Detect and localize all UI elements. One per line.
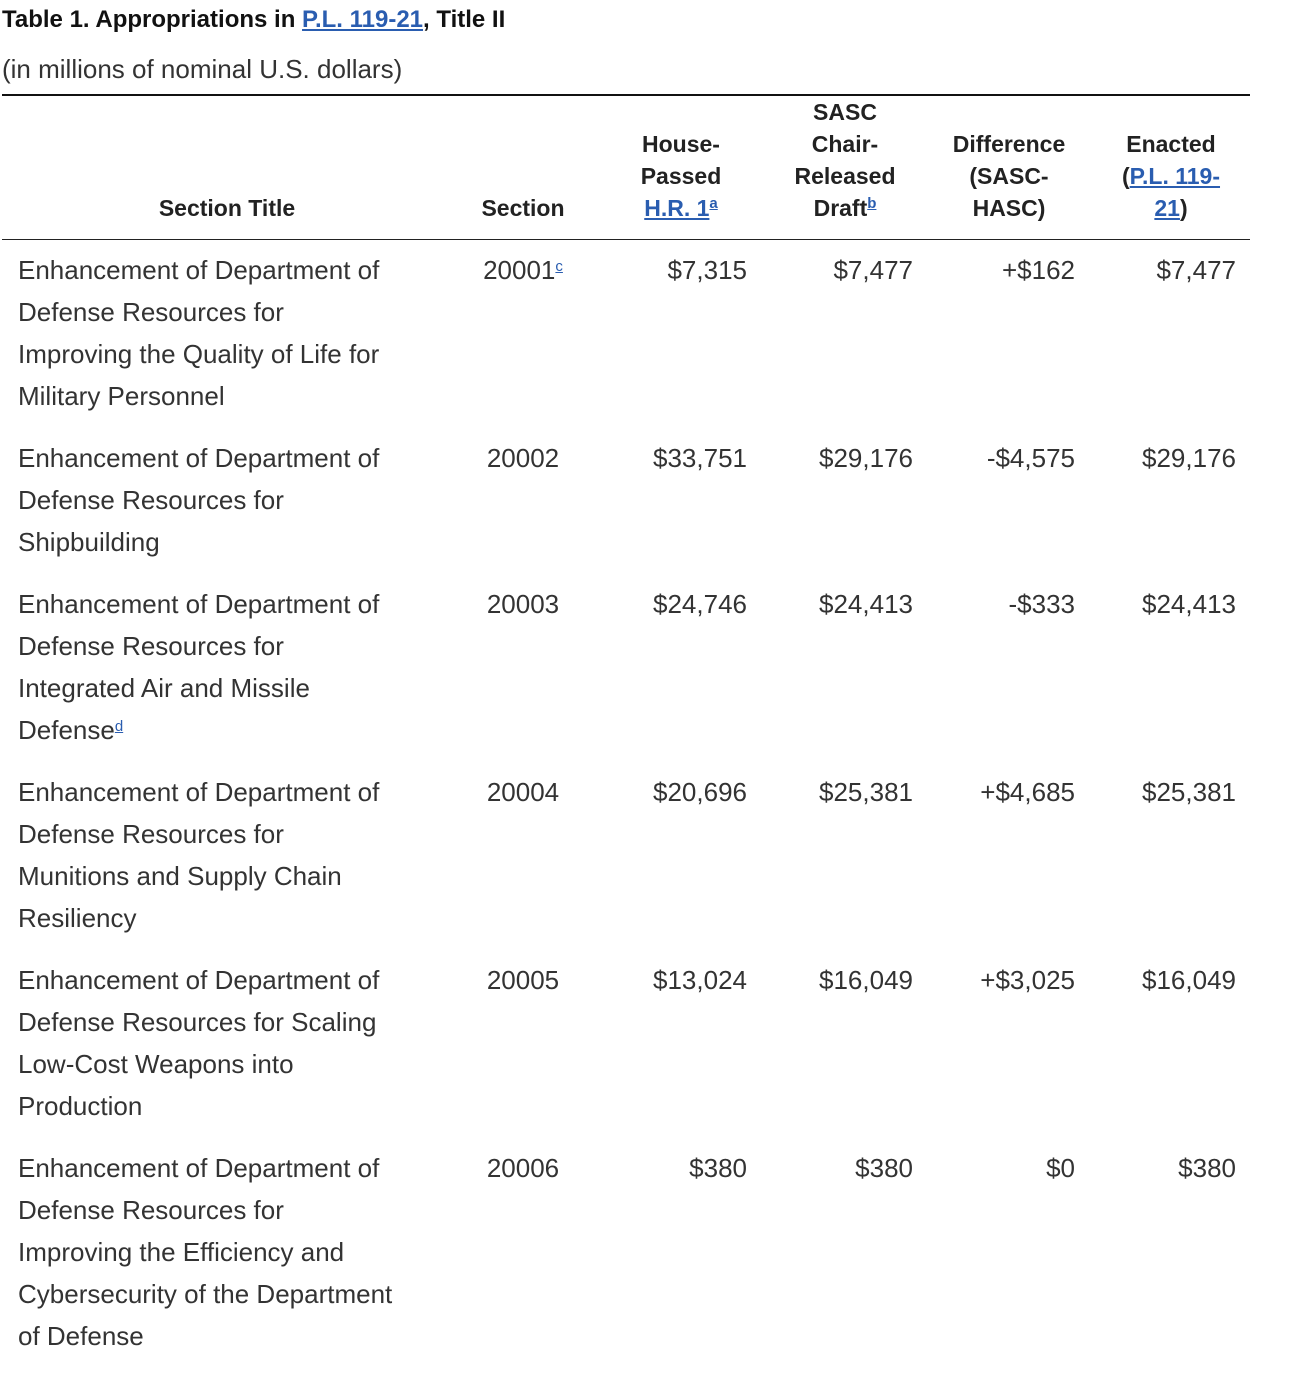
table-subtitle: (in millions of nominal U.S. dollars) (2, 54, 403, 84)
row-house-value: $20,696 (653, 777, 747, 807)
header-enacted-paren-close: ) (1179, 195, 1188, 221)
title-line: Defense Resources for (18, 819, 284, 849)
title-line: Production (18, 1091, 143, 1121)
title-line: of Defense (18, 1321, 144, 1351)
row-enacted-value: $29,176 (1142, 443, 1236, 473)
row-section-title (18, 249, 438, 417)
title-line: Enhancement of Department of (18, 1153, 380, 1183)
row-sasc-value: $29,176 (819, 443, 913, 473)
footnote-d-link[interactable]: d (114, 718, 124, 735)
footnote-c-link[interactable]: c (555, 258, 563, 275)
title-text: Table 1. Appropriations in (2, 6, 303, 33)
title-line: Integrated Air and Missile (18, 673, 310, 703)
row-section-title (18, 583, 438, 751)
row-house-value: $24,746 (653, 589, 747, 619)
row-enacted-value: $380 (1178, 1153, 1236, 1183)
enacted-law-link[interactable]: P.L. 119- (1129, 163, 1221, 189)
row-difference-value: +$4,685 (980, 777, 1075, 807)
row-section-number: 20004 (486, 777, 560, 807)
row-section-title (18, 771, 438, 939)
title-line: Defense Resources for Scaling (18, 1007, 377, 1037)
row-house-value: $380 (689, 1153, 747, 1183)
row-sasc-value: $380 (855, 1153, 913, 1183)
footnote-b-link[interactable]: b (867, 195, 877, 212)
title-line: Low-Cost Weapons into (18, 1049, 294, 1079)
title-suffix: , Title II (423, 6, 506, 33)
top-rule (2, 94, 1250, 96)
row-section-number: 20006 (486, 1153, 560, 1183)
row-enacted-value: $7,477 (1156, 255, 1236, 285)
title-line: Defense Resources for (18, 631, 284, 661)
title-line: Defense Resources for (18, 297, 284, 327)
row-difference-value: -$4,575 (986, 443, 1075, 473)
header-difference (934, 128, 1084, 224)
header-house-passed (602, 128, 760, 224)
header-rule (2, 239, 1250, 240)
header-house-line2: Passed (640, 163, 722, 189)
row-section-number: 20003 (486, 589, 560, 619)
row-section-title (18, 437, 438, 563)
row-section-number (468, 249, 578, 291)
row-house-value: $7,315 (667, 255, 747, 285)
header-sasc-line2: Chair- (811, 131, 879, 157)
header-diff-line2: (SASC- (969, 163, 1049, 189)
header-enacted-paren-open: ( (1121, 163, 1130, 189)
row-section-title (18, 1147, 438, 1357)
header-house-line1: House- (642, 131, 720, 157)
header-sasc-line1: SASC (813, 99, 877, 125)
table-title (2, 6, 505, 34)
header-diff-line1: Difference (952, 131, 1066, 157)
header-section-title-text: Section Title (158, 195, 296, 221)
row-enacted-value: $24,413 (1142, 589, 1236, 619)
enacted-law-link-cont[interactable]: 21 (1154, 195, 1180, 221)
row-sasc-value: $25,381 (819, 777, 913, 807)
title-line: Shipbuilding (18, 527, 160, 557)
title-law-link[interactable]: P.L. 119-21 (302, 6, 424, 33)
row-sasc-value: $7,477 (833, 255, 913, 285)
footnote-a-link[interactable]: a (709, 195, 718, 212)
header-section (468, 192, 578, 224)
header-sasc-line4: Draft (813, 195, 868, 221)
header-section-text: Section (481, 195, 565, 221)
row-section-title (18, 959, 438, 1127)
row-enacted-value: $25,381 (1142, 777, 1236, 807)
row-sasc-value: $24,413 (819, 589, 913, 619)
title-line: Improving the Efficiency and (18, 1237, 345, 1267)
row-section-number: 20005 (486, 965, 560, 995)
section-number-text: 20001 (483, 255, 556, 285)
header-sasc-draft (772, 96, 918, 224)
title-line: Enhancement of Department of (18, 777, 380, 807)
title-line: Enhancement of Department of (18, 965, 380, 995)
header-section-title (122, 192, 332, 224)
title-line: Improving the Quality of Life for (18, 339, 380, 369)
row-difference-value: $0 (1046, 1153, 1075, 1183)
row-sasc-value: $16,049 (819, 965, 913, 995)
title-line: Defense Resources for (18, 485, 284, 515)
row-difference-value: +$162 (1001, 255, 1075, 285)
header-diff-line3: HASC) (972, 195, 1046, 221)
title-line: Defense (18, 715, 115, 745)
title-line: Enhancement of Department of (18, 589, 380, 619)
title-line: Munitions and Supply Chain (18, 861, 342, 891)
row-house-value: $13,024 (653, 965, 747, 995)
row-section-number: 20002 (486, 443, 560, 473)
title-line: Enhancement of Department of (18, 255, 380, 285)
title-line: Cybersecurity of the Department (18, 1279, 393, 1309)
row-difference-value: -$333 (1008, 589, 1075, 619)
header-enacted-line1: Enacted (1126, 131, 1216, 157)
row-enacted-value: $16,049 (1142, 965, 1236, 995)
title-line: Resiliency (18, 903, 137, 933)
header-sasc-line3: Released (794, 163, 896, 189)
row-difference-value: +$3,025 (980, 965, 1075, 995)
hr1-link[interactable]: H.R. 1 (644, 195, 710, 221)
title-line: Defense Resources for (18, 1195, 284, 1225)
title-line: Enhancement of Department of (18, 443, 380, 473)
row-house-value: $33,751 (653, 443, 747, 473)
title-line: Military Personnel (18, 381, 225, 411)
header-enacted (1098, 128, 1244, 224)
